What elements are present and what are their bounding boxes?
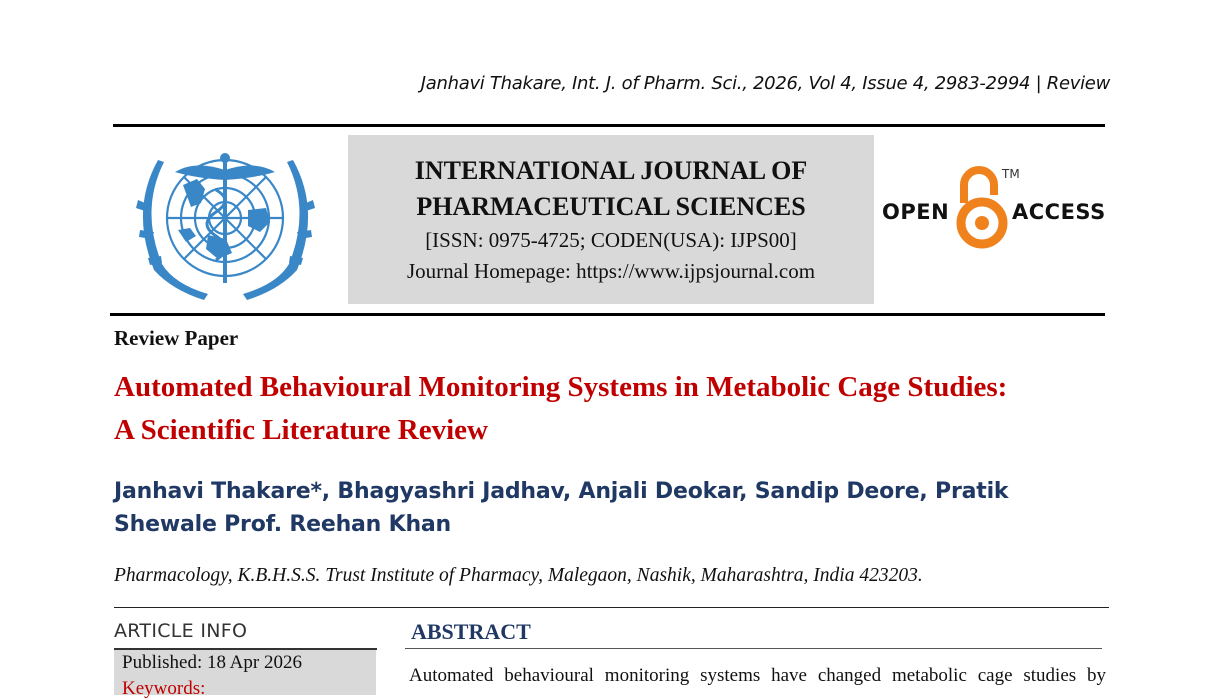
un-caduceus-emblem-icon: [128, 140, 323, 305]
article-info-heading: ARTICLE INFO: [114, 620, 248, 642]
abstract-rule: [405, 648, 1102, 649]
header-top-rule: [113, 124, 1105, 127]
abstract-text: Automated behavioural monitoring systems have changed metabolic cage studies by: [409, 665, 1106, 686]
journal-issn: [ISSN: 0975-4725; CODEN(USA): IJPS00]: [425, 228, 797, 252]
section-divider: [114, 607, 1109, 608]
trademark-mark: TM: [1002, 167, 1020, 181]
paper-title: [114, 366, 1114, 452]
paper-title-line2: A Scientific Literature Review: [114, 414, 488, 446]
journal-homepage: Journal Homepage: https://www.ijpsjournal.com: [406, 259, 816, 283]
header-bottom-rule: [110, 313, 1105, 316]
journal-title-box: [348, 135, 874, 304]
affiliation: Pharmacology, K.B.H.S.S. Trust Institute of Pharmacy, Malegaon, Nashik, Maharashtra, India 423203.: [114, 565, 923, 586]
author-list: [114, 475, 1114, 541]
open-access-open-word: OPEN: [882, 200, 950, 224]
authors-line1: Janhavi Thakare*, Bhagyashri Jadhav, Anjali Deokar, Sandip Deore, Pratik: [114, 479, 1009, 504]
abstract-heading: ABSTRACT: [411, 619, 531, 644]
paper-title-line1: Automated Behavioural Monitoring Systems in Metabolic Cage Studies:: [114, 371, 1008, 403]
open-access-access-word: ACCESS: [1012, 200, 1106, 224]
keywords-label: Keywords:: [122, 678, 206, 699]
running-header: Janhavi Thakare, Int. J. of Pharm. Sci., 2026, Vol 4, Issue 4, 2983-2994 | Review: [420, 73, 1110, 94]
published-date: Published: 18 Apr 2026: [122, 652, 302, 673]
journal-name-line2: PHARMACEUTICAL SCIENCES: [416, 192, 806, 221]
open-access-logo: [880, 165, 1110, 255]
journal-name-line1: INTERNATIONAL JOURNAL OF: [414, 156, 808, 185]
authors-line2: Shewale Prof. Reehan Khan: [114, 512, 452, 537]
open-lock-icon: [954, 165, 1010, 251]
paper-type-label: Review Paper: [114, 326, 239, 350]
